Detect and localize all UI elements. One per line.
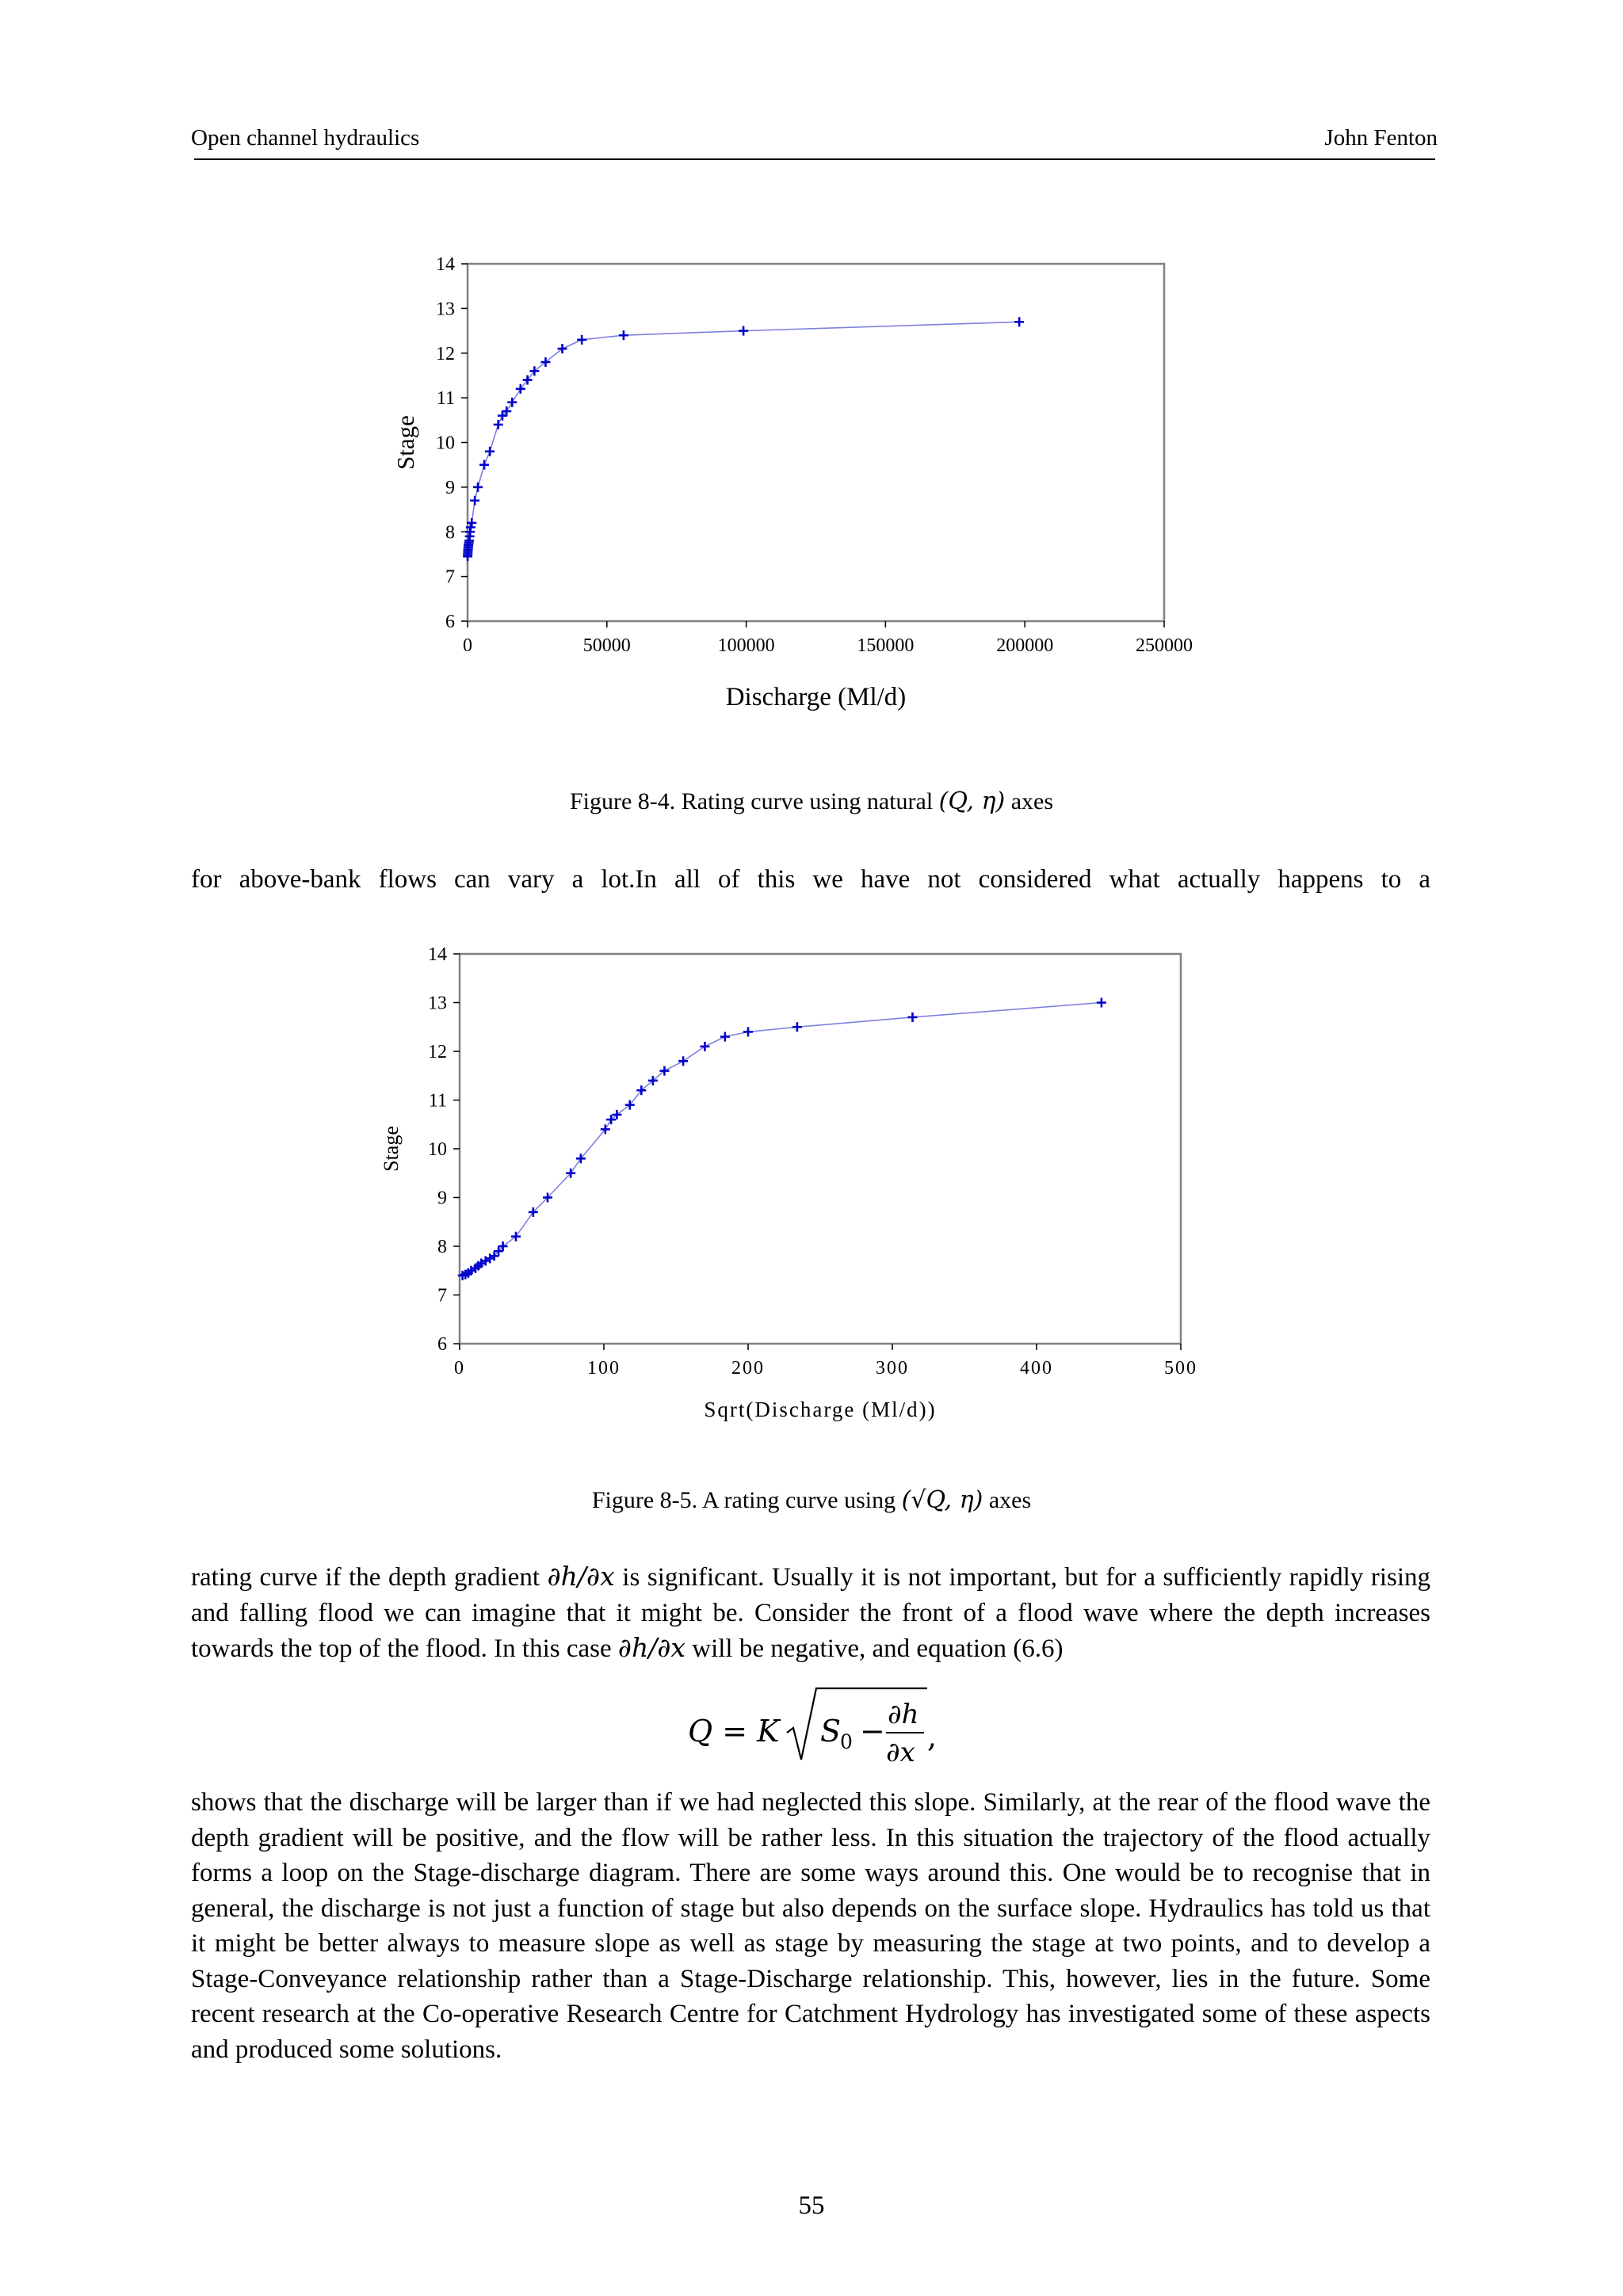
header-rule [194,158,1435,160]
equation-s0: S [820,1714,842,1749]
equation-s0-subscript: 0 [840,1730,853,1753]
data-point [700,1042,709,1051]
running-header-left: Open channel hydraulics [191,125,420,151]
figure-8-4-chart [0,238,1623,967]
data-point [743,1027,753,1036]
y-tick-label: 14 [436,254,455,275]
data-point [577,335,586,345]
paragraph-2 [191,1559,1430,1667]
data-point [1097,998,1106,1008]
y-tick-label: 7 [445,566,455,588]
paragraph-2-text-2: is significant. Usually it is not important, but for a sufficiently rapidly rising and falling flood we can imagine that it might be. Consider the front of a flood wave where the depth increases towards the top of the flood. In this case [191,1563,1431,1663]
y-tick-label: 10 [428,1139,447,1160]
equation-comma: , [927,1719,938,1754]
y-tick-label: 11 [436,388,455,410]
x-tick-label: 400 [1020,1358,1053,1379]
figure-8-4-caption [0,788,1623,815]
y-tick-label: 9 [437,1188,447,1209]
y-tick-label: 7 [437,1285,447,1306]
y-axis-title: Stage [391,415,419,470]
depth-gradient-math: ∂h/∂x [617,1632,686,1663]
data-point [1014,317,1024,326]
equation-denominator: ∂x [886,1737,915,1768]
data-point [507,398,517,407]
data-point [678,1056,688,1066]
page-number: 55 [798,2191,825,2220]
plot-area-frame [460,954,1181,1344]
series-line [468,322,1019,556]
equation-numerator: ∂h [888,1699,919,1730]
equation-lhs: Q = K [688,1714,780,1749]
x-tick-label: 500 [1164,1358,1197,1379]
x-tick-label: 0 [454,1358,465,1379]
x-tick-label: 200000 [996,635,1054,656]
y-tick-label: 6 [445,612,455,632]
equation-minus: − [860,1714,885,1749]
paragraph-2-text-3: will be negative, and equation (6.6) [685,1634,1064,1663]
plot-area-frame [468,264,1164,621]
x-tick-label: 100 [587,1358,621,1379]
x-axis-title: Sqrt(Discharge (Ml/d)) [704,1398,937,1421]
x-tick-label: 0 [463,635,472,656]
data-point [792,1022,802,1032]
data-point [619,330,628,340]
data-point [473,482,483,492]
y-tick-label: 11 [428,1090,447,1112]
data-point [511,1232,521,1241]
y-tick-label: 9 [445,477,455,498]
caption-suffix: axes [988,1487,1032,1513]
running-header-right: John Fenton [1324,125,1438,151]
x-tick-label: 100000 [717,635,775,656]
figure-8-5-caption [0,1486,1623,1514]
y-tick-label: 12 [428,1042,447,1062]
data-point [479,460,489,470]
caption-text: Figure 8-4. Rating curve using natural [569,788,934,814]
x-tick-label: 250000 [1136,635,1193,656]
paragraph-2-text-1: rating curve if the depth gradient [191,1563,548,1592]
discharge-equation [0,1684,1623,1771]
x-axis-title: Discharge (Ml/d) [725,683,907,711]
data-point [494,420,503,429]
y-tick-label: 13 [428,993,447,1014]
figure-8-5-chart [0,935,1623,1426]
data-point [485,447,495,456]
y-tick-label: 6 [437,1334,447,1355]
data-point [720,1032,730,1042]
caption-text: Figure 8-5. A rating curve using [591,1487,896,1513]
y-tick-label: 14 [428,944,447,965]
caption-suffix: axes [1010,788,1054,814]
x-tick-label: 300 [876,1358,909,1379]
y-tick-label: 12 [436,343,455,364]
caption-math: (√Q, η) [901,1486,983,1514]
y-tick-label: 13 [436,299,455,320]
data-point [907,1013,917,1022]
series-line [463,1003,1102,1276]
y-tick-label: 8 [445,522,455,543]
x-tick-label: 200 [731,1358,765,1379]
paragraph-1: for above-bank flows can vary a lot.In all of this we have not considered what actually happens to a [191,865,1430,894]
y-axis-title: Stage [380,1126,403,1172]
x-tick-label: 50000 [582,635,631,656]
caption-math: (Q, η) [938,788,1006,815]
data-point [470,496,479,505]
data-point [739,326,748,336]
paragraph-3: shows that the discharge will be larger than if we had neglected this slope. Similarly, at the rear of the flood wave the depth gradient will be positive, and the flow will be rather less. In this situation the trajectory of the flood actually forms a loop on the Stage-discharge diagram. There are some ways around this. One would be to recognise that in general, the discharge is not just a function of stage but also depends on the surface slope. Hydraulics has told us that it might be better always to measure slope as well as stage by measuring the stage at two points, and to develop a Stage-Conveyance relationship rather than a Stage-Discharge relationship. This, however, lies in the future. Some recent research at the Co-operative Research Centre for Catchment Hydrology has investigated some of these aspects and produced some solutions. [191,1788,1430,2064]
x-tick-label: 150000 [857,635,915,656]
y-tick-label: 8 [437,1237,447,1257]
depth-gradient-math: ∂h/∂x [547,1561,615,1592]
y-tick-label: 10 [436,433,455,454]
